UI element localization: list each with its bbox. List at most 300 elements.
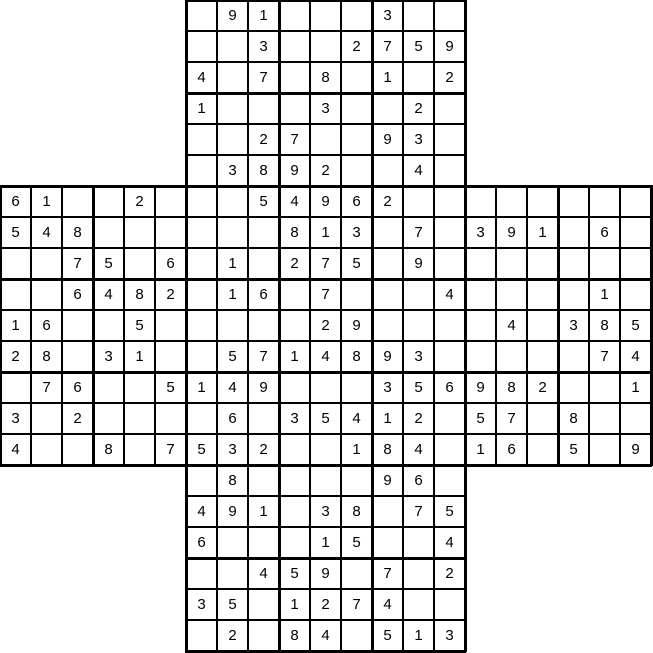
sudoku-cell[interactable]: 5 xyxy=(341,248,372,279)
sudoku-cell[interactable]: 3 xyxy=(341,217,372,248)
sudoku-cell[interactable] xyxy=(341,124,372,155)
sudoku-cell[interactable] xyxy=(465,341,496,372)
sudoku-cell[interactable]: 2 xyxy=(403,93,434,124)
sudoku-cell[interactable]: 4 xyxy=(310,620,341,651)
sudoku-cell[interactable]: 6 xyxy=(186,527,217,558)
sudoku-cell[interactable] xyxy=(186,465,217,496)
sudoku-cell[interactable]: 5 xyxy=(279,558,310,589)
sudoku-cell[interactable] xyxy=(434,403,465,434)
sudoku-cell[interactable] xyxy=(62,434,93,465)
sudoku-cell[interactable]: 5 xyxy=(465,403,496,434)
sudoku-cell[interactable]: 4 xyxy=(31,217,62,248)
sudoku-cell[interactable] xyxy=(434,155,465,186)
sudoku-cell[interactable]: 2 xyxy=(155,279,186,310)
sudoku-cell[interactable]: 9 xyxy=(372,124,403,155)
sudoku-cell[interactable] xyxy=(434,589,465,620)
sudoku-cell[interactable]: 4 xyxy=(620,341,651,372)
sudoku-cell[interactable]: 3 xyxy=(465,217,496,248)
sudoku-cell[interactable]: 7 xyxy=(310,279,341,310)
sudoku-cell[interactable]: 4 xyxy=(403,434,434,465)
sudoku-cell[interactable] xyxy=(0,279,31,310)
sudoku-cell[interactable] xyxy=(124,403,155,434)
sudoku-cell[interactable] xyxy=(558,248,589,279)
sudoku-cell[interactable] xyxy=(217,558,248,589)
sudoku-cell[interactable] xyxy=(279,31,310,62)
sudoku-cell[interactable] xyxy=(124,372,155,403)
sudoku-cell[interactable] xyxy=(93,403,124,434)
sudoku-cell[interactable] xyxy=(248,527,279,558)
sudoku-cell[interactable]: 8 xyxy=(31,341,62,372)
sudoku-cell[interactable]: 1 xyxy=(310,527,341,558)
sudoku-cell[interactable] xyxy=(372,527,403,558)
sudoku-cell[interactable] xyxy=(403,0,434,31)
sudoku-cell[interactable]: 8 xyxy=(124,279,155,310)
sudoku-cell[interactable] xyxy=(0,248,31,279)
sudoku-cell[interactable] xyxy=(217,124,248,155)
sudoku-cell[interactable] xyxy=(124,217,155,248)
sudoku-cell[interactable]: 8 xyxy=(310,62,341,93)
sudoku-cell[interactable]: 7 xyxy=(279,124,310,155)
sudoku-cell[interactable] xyxy=(186,310,217,341)
sudoku-cell[interactable] xyxy=(186,155,217,186)
sudoku-cell[interactable]: 6 xyxy=(434,372,465,403)
sudoku-cell[interactable] xyxy=(186,217,217,248)
sudoku-cell[interactable] xyxy=(248,403,279,434)
sudoku-cell[interactable] xyxy=(279,93,310,124)
sudoku-cell[interactable]: 3 xyxy=(279,403,310,434)
sudoku-cell[interactable]: 4 xyxy=(372,589,403,620)
sudoku-cell[interactable] xyxy=(186,248,217,279)
sudoku-cell[interactable]: 4 xyxy=(93,279,124,310)
sudoku-cell[interactable]: 6 xyxy=(217,403,248,434)
sudoku-cell[interactable] xyxy=(465,310,496,341)
sudoku-cell[interactable]: 2 xyxy=(341,31,372,62)
sudoku-cell[interactable] xyxy=(155,310,186,341)
sudoku-cell[interactable] xyxy=(62,310,93,341)
sudoku-cell[interactable] xyxy=(341,620,372,651)
sudoku-cell[interactable]: 2 xyxy=(62,403,93,434)
sudoku-cell[interactable] xyxy=(372,93,403,124)
sudoku-cell[interactable]: 3 xyxy=(403,124,434,155)
sudoku-cell[interactable]: 3 xyxy=(310,496,341,527)
sudoku-cell[interactable] xyxy=(620,186,651,217)
sudoku-cell[interactable]: 8 xyxy=(341,496,372,527)
sudoku-cell[interactable] xyxy=(403,527,434,558)
sudoku-cell[interactable]: 3 xyxy=(217,155,248,186)
grid-divider-vertical xyxy=(0,185,2,466)
sudoku-cell[interactable]: 5 xyxy=(620,310,651,341)
sudoku-cell[interactable] xyxy=(248,620,279,651)
sudoku-cell[interactable] xyxy=(589,248,620,279)
sudoku-cell[interactable] xyxy=(186,0,217,31)
sudoku-cell[interactable]: 1 xyxy=(186,93,217,124)
sudoku-cell[interactable]: 4 xyxy=(186,496,217,527)
sudoku-cell[interactable]: 2 xyxy=(124,186,155,217)
sudoku-cell[interactable] xyxy=(279,279,310,310)
sudoku-cell[interactable]: 6 xyxy=(248,279,279,310)
sudoku-cell[interactable]: 8 xyxy=(62,217,93,248)
sudoku-cell[interactable] xyxy=(341,465,372,496)
sudoku-cell[interactable] xyxy=(403,589,434,620)
sudoku-cell[interactable]: 1 xyxy=(124,341,155,372)
sudoku-cell[interactable]: 3 xyxy=(248,31,279,62)
sudoku-cell[interactable] xyxy=(155,403,186,434)
sudoku-cell[interactable] xyxy=(403,310,434,341)
sudoku-cell[interactable] xyxy=(527,279,558,310)
sudoku-cell[interactable]: 1 xyxy=(248,0,279,31)
sudoku-cell[interactable]: 7 xyxy=(589,341,620,372)
sudoku-cell[interactable]: 4 xyxy=(186,62,217,93)
sudoku-cell[interactable]: 5 xyxy=(155,372,186,403)
sudoku-cell[interactable] xyxy=(496,279,527,310)
sudoku-cell[interactable] xyxy=(0,372,31,403)
sudoku-cell[interactable]: 8 xyxy=(248,155,279,186)
sudoku-cell[interactable]: 2 xyxy=(372,186,403,217)
sudoku-cell[interactable] xyxy=(496,186,527,217)
sudoku-cell[interactable] xyxy=(186,341,217,372)
sudoku-cell[interactable] xyxy=(310,372,341,403)
sudoku-cell[interactable] xyxy=(310,465,341,496)
sudoku-cell[interactable]: 4 xyxy=(310,341,341,372)
sudoku-cell[interactable] xyxy=(93,310,124,341)
sudoku-cell[interactable]: 1 xyxy=(620,372,651,403)
sudoku-cell[interactable]: 6 xyxy=(62,372,93,403)
sudoku-cell[interactable]: 3 xyxy=(93,341,124,372)
sudoku-cell[interactable] xyxy=(434,0,465,31)
sudoku-cell[interactable]: 7 xyxy=(372,31,403,62)
sudoku-cell[interactable]: 6 xyxy=(403,465,434,496)
sudoku-cell[interactable] xyxy=(403,186,434,217)
sudoku-cell[interactable]: 1 xyxy=(186,372,217,403)
sudoku-cell[interactable] xyxy=(217,186,248,217)
sudoku-cell[interactable]: 5 xyxy=(434,496,465,527)
sudoku-cell[interactable]: 1 xyxy=(279,341,310,372)
sudoku-cell[interactable]: 3 xyxy=(372,0,403,31)
sudoku-cell[interactable]: 9 xyxy=(279,155,310,186)
sudoku-cell[interactable]: 1 xyxy=(372,403,403,434)
sudoku-cell[interactable] xyxy=(527,248,558,279)
sudoku-cell[interactable]: 4 xyxy=(496,310,527,341)
sudoku-cell[interactable]: 1 xyxy=(217,248,248,279)
sudoku-cell[interactable] xyxy=(527,310,558,341)
sudoku-cell[interactable]: 2 xyxy=(310,310,341,341)
sudoku-cell[interactable]: 4 xyxy=(434,279,465,310)
sudoku-cell[interactable]: 5 xyxy=(310,403,341,434)
sudoku-cell[interactable] xyxy=(341,0,372,31)
sudoku-cell[interactable]: 1 xyxy=(310,217,341,248)
sudoku-cell[interactable] xyxy=(434,186,465,217)
sudoku-cell[interactable]: 9 xyxy=(403,248,434,279)
sudoku-cell[interactable] xyxy=(341,372,372,403)
sudoku-cell[interactable] xyxy=(279,372,310,403)
sudoku-cell[interactable]: 2 xyxy=(310,589,341,620)
sudoku-cell[interactable] xyxy=(93,372,124,403)
sudoku-cell[interactable] xyxy=(186,558,217,589)
sudoku-cell[interactable] xyxy=(465,248,496,279)
sudoku-cell[interactable] xyxy=(31,279,62,310)
sudoku-cell[interactable] xyxy=(434,465,465,496)
sudoku-cell[interactable] xyxy=(341,93,372,124)
sudoku-cell[interactable] xyxy=(558,341,589,372)
sudoku-cell[interactable]: 9 xyxy=(341,310,372,341)
sudoku-cell[interactable] xyxy=(434,341,465,372)
sudoku-cell[interactable]: 4 xyxy=(248,558,279,589)
sudoku-cell[interactable]: 5 xyxy=(186,434,217,465)
sudoku-cell[interactable]: 9 xyxy=(496,217,527,248)
sudoku-cell[interactable] xyxy=(341,155,372,186)
sudoku-cell[interactable] xyxy=(217,31,248,62)
sudoku-cell[interactable]: 1 xyxy=(0,310,31,341)
sudoku-cell[interactable] xyxy=(279,310,310,341)
sudoku-cell[interactable] xyxy=(527,186,558,217)
sudoku-cell[interactable] xyxy=(558,372,589,403)
sudoku-cell[interactable]: 3 xyxy=(0,403,31,434)
sudoku-cell[interactable] xyxy=(589,434,620,465)
grid-divider-horizontal xyxy=(0,185,652,188)
sudoku-cell[interactable] xyxy=(372,496,403,527)
sudoku-cell[interactable] xyxy=(434,93,465,124)
sudoku-cell[interactable]: 8 xyxy=(279,620,310,651)
sudoku-cell[interactable]: 2 xyxy=(248,124,279,155)
sudoku-cell[interactable]: 5 xyxy=(93,248,124,279)
sudoku-cell[interactable]: 2 xyxy=(217,620,248,651)
sudoku-cell[interactable]: 6 xyxy=(155,248,186,279)
sudoku-cell[interactable]: 8 xyxy=(341,341,372,372)
sudoku-cell[interactable] xyxy=(279,496,310,527)
sudoku-cell[interactable] xyxy=(341,62,372,93)
sudoku-cell[interactable] xyxy=(403,62,434,93)
sudoku-cell[interactable] xyxy=(620,248,651,279)
sudoku-cell[interactable] xyxy=(310,124,341,155)
sudoku-cell[interactable] xyxy=(155,217,186,248)
sudoku-cell[interactable]: 4 xyxy=(0,434,31,465)
sudoku-cell[interactable]: 3 xyxy=(310,93,341,124)
sudoku-cell[interactable] xyxy=(620,403,651,434)
sudoku-cell[interactable] xyxy=(248,93,279,124)
sudoku-cell[interactable]: 7 xyxy=(310,248,341,279)
sudoku-cell[interactable]: 8 xyxy=(279,217,310,248)
sudoku-cell[interactable] xyxy=(248,248,279,279)
sudoku-cell[interactable]: 3 xyxy=(403,341,434,372)
sudoku-cell[interactable]: 8 xyxy=(217,465,248,496)
sudoku-cell[interactable] xyxy=(217,217,248,248)
sudoku-cell[interactable] xyxy=(186,31,217,62)
sudoku-cell[interactable] xyxy=(217,310,248,341)
sudoku-cell[interactable] xyxy=(372,279,403,310)
sudoku-cell[interactable]: 7 xyxy=(155,434,186,465)
sudoku-cell[interactable]: 3 xyxy=(558,310,589,341)
sudoku-cell[interactable]: 9 xyxy=(310,186,341,217)
sudoku-cell[interactable] xyxy=(124,248,155,279)
sudoku-cell[interactable]: 6 xyxy=(589,217,620,248)
sudoku-cell[interactable]: 6 xyxy=(0,186,31,217)
sudoku-cell[interactable] xyxy=(279,62,310,93)
sudoku-cell[interactable]: 5 xyxy=(403,372,434,403)
sudoku-cell[interactable]: 7 xyxy=(403,496,434,527)
sudoku-cell[interactable]: 5 xyxy=(217,589,248,620)
sudoku-cell[interactable]: 5 xyxy=(403,31,434,62)
sudoku-cell[interactable] xyxy=(558,279,589,310)
sudoku-cell[interactable]: 3 xyxy=(372,372,403,403)
sudoku-cell[interactable] xyxy=(341,558,372,589)
sudoku-cell[interactable] xyxy=(279,465,310,496)
sudoku-cell[interactable] xyxy=(372,248,403,279)
sudoku-cell[interactable] xyxy=(279,527,310,558)
sudoku-cell[interactable] xyxy=(434,217,465,248)
sudoku-cell[interactable]: 2 xyxy=(248,434,279,465)
sudoku-cell[interactable] xyxy=(372,217,403,248)
sudoku-cell[interactable] xyxy=(155,341,186,372)
sudoku-cell[interactable] xyxy=(186,124,217,155)
sudoku-cell[interactable] xyxy=(589,372,620,403)
sudoku-cell[interactable] xyxy=(310,0,341,31)
sudoku-cell[interactable]: 9 xyxy=(465,372,496,403)
sudoku-cell[interactable] xyxy=(248,465,279,496)
sudoku-cell[interactable] xyxy=(62,341,93,372)
sudoku-cell[interactable] xyxy=(434,248,465,279)
sudoku-cell[interactable] xyxy=(186,403,217,434)
sudoku-cell[interactable] xyxy=(155,186,186,217)
sudoku-cell[interactable] xyxy=(310,434,341,465)
sudoku-cell[interactable]: 1 xyxy=(217,279,248,310)
sudoku-cell[interactable] xyxy=(527,434,558,465)
sudoku-cell[interactable]: 1 xyxy=(31,186,62,217)
sudoku-cell[interactable] xyxy=(372,310,403,341)
sudoku-cell[interactable] xyxy=(620,279,651,310)
grid-divider-horizontal xyxy=(185,0,466,2)
sudoku-cell[interactable] xyxy=(372,155,403,186)
sudoku-cell[interactable] xyxy=(186,186,217,217)
sudoku-cell[interactable]: 6 xyxy=(341,186,372,217)
sudoku-cell[interactable]: 1 xyxy=(589,279,620,310)
sudoku-cell[interactable] xyxy=(31,248,62,279)
sudoku-cell[interactable] xyxy=(31,434,62,465)
sudoku-cell[interactable] xyxy=(217,93,248,124)
sudoku-cell[interactable]: 9 xyxy=(217,0,248,31)
sudoku-cell[interactable] xyxy=(527,403,558,434)
sudoku-cell[interactable]: 7 xyxy=(248,341,279,372)
sudoku-cell[interactable] xyxy=(620,217,651,248)
sudoku-cell[interactable]: 9 xyxy=(434,31,465,62)
sudoku-cell[interactable]: 4 xyxy=(341,403,372,434)
sudoku-cell[interactable]: 3 xyxy=(217,434,248,465)
sudoku-cell[interactable]: 9 xyxy=(372,465,403,496)
sudoku-cell[interactable]: 2 xyxy=(310,155,341,186)
sudoku-cell[interactable] xyxy=(434,124,465,155)
sudoku-cell[interactable]: 3 xyxy=(186,589,217,620)
sudoku-cell[interactable]: 1 xyxy=(248,496,279,527)
sudoku-cell[interactable]: 5 xyxy=(124,310,155,341)
sudoku-cell[interactable]: 7 xyxy=(31,372,62,403)
sudoku-cell[interactable]: 5 xyxy=(217,341,248,372)
sudoku-cell[interactable]: 9 xyxy=(248,372,279,403)
sudoku-cell[interactable]: 8 xyxy=(589,310,620,341)
sudoku-cell[interactable] xyxy=(434,434,465,465)
sudoku-cell[interactable]: 4 xyxy=(434,527,465,558)
sudoku-cell[interactable]: 2 xyxy=(434,558,465,589)
sudoku-cell[interactable] xyxy=(465,186,496,217)
sudoku-cell[interactable] xyxy=(558,186,589,217)
sudoku-cell[interactable] xyxy=(31,403,62,434)
sudoku-cell[interactable]: 6 xyxy=(31,310,62,341)
sudoku-cell[interactable] xyxy=(434,310,465,341)
sudoku-cell[interactable] xyxy=(124,434,155,465)
sudoku-cell[interactable] xyxy=(496,248,527,279)
sudoku-cell[interactable]: 1 xyxy=(341,434,372,465)
sudoku-cell[interactable] xyxy=(496,341,527,372)
sudoku-cell[interactable]: 1 xyxy=(527,217,558,248)
sudoku-cell[interactable]: 6 xyxy=(496,434,527,465)
sudoku-cell[interactable]: 5 xyxy=(372,620,403,651)
sudoku-cell[interactable]: 2 xyxy=(434,62,465,93)
sudoku-cell[interactable]: 4 xyxy=(279,186,310,217)
sudoku-cell[interactable] xyxy=(310,31,341,62)
sudoku-cell[interactable] xyxy=(93,186,124,217)
sudoku-cell[interactable]: 7 xyxy=(496,403,527,434)
sudoku-cell[interactable]: 4 xyxy=(217,372,248,403)
sudoku-cell[interactable]: 9 xyxy=(372,341,403,372)
sudoku-cell[interactable]: 2 xyxy=(279,248,310,279)
sudoku-cell[interactable] xyxy=(217,62,248,93)
sudoku-cell[interactable]: 4 xyxy=(403,155,434,186)
sudoku-cell[interactable]: 7 xyxy=(403,217,434,248)
sudoku-cell[interactable] xyxy=(403,558,434,589)
sudoku-cell[interactable] xyxy=(341,279,372,310)
sudoku-cell[interactable]: 5 xyxy=(0,217,31,248)
sudoku-cell[interactable]: 1 xyxy=(403,620,434,651)
sudoku-cell[interactable]: 7 xyxy=(62,248,93,279)
sudoku-cell[interactable]: 1 xyxy=(372,62,403,93)
sudoku-cell[interactable] xyxy=(248,217,279,248)
sudoku-cell[interactable]: 6 xyxy=(62,279,93,310)
sudoku-cell[interactable]: 2 xyxy=(0,341,31,372)
sudoku-cell[interactable]: 9 xyxy=(620,434,651,465)
sudoku-cell[interactable] xyxy=(186,279,217,310)
sudoku-cell[interactable]: 8 xyxy=(372,434,403,465)
sudoku-cell[interactable]: 1 xyxy=(465,434,496,465)
sudoku-cell[interactable]: 1 xyxy=(279,589,310,620)
sudoku-cell[interactable] xyxy=(403,279,434,310)
sudoku-cell[interactable]: 7 xyxy=(248,62,279,93)
sudoku-cell[interactable] xyxy=(589,403,620,434)
sudoku-cell[interactable] xyxy=(62,186,93,217)
sudoku-cell[interactable]: 2 xyxy=(527,372,558,403)
sudoku-cell[interactable] xyxy=(558,217,589,248)
sudoku-cell[interactable]: 8 xyxy=(93,434,124,465)
sudoku-cell[interactable]: 9 xyxy=(217,496,248,527)
sudoku-cell[interactable]: 7 xyxy=(341,589,372,620)
sudoku-cell[interactable] xyxy=(279,434,310,465)
sudoku-cell[interactable]: 8 xyxy=(558,403,589,434)
sudoku-cell[interactable]: 2 xyxy=(403,403,434,434)
sudoku-cell[interactable] xyxy=(217,527,248,558)
sudoku-cell[interactable] xyxy=(248,310,279,341)
sudoku-cell[interactable]: 3 xyxy=(434,620,465,651)
sudoku-cell[interactable] xyxy=(465,279,496,310)
sudoku-cell[interactable]: 8 xyxy=(496,372,527,403)
sudoku-cell[interactable]: 9 xyxy=(310,558,341,589)
sudoku-cell[interactable] xyxy=(248,589,279,620)
sudoku-cell[interactable]: 7 xyxy=(372,558,403,589)
sudoku-cell[interactable]: 5 xyxy=(341,527,372,558)
sudoku-cell[interactable] xyxy=(527,341,558,372)
sudoku-cell[interactable] xyxy=(279,0,310,31)
sudoku-cell[interactable] xyxy=(186,620,217,651)
sudoku-cell[interactable]: 5 xyxy=(558,434,589,465)
sudoku-cell[interactable] xyxy=(589,186,620,217)
sudoku-cell[interactable]: 5 xyxy=(248,186,279,217)
sudoku-cell[interactable] xyxy=(93,217,124,248)
